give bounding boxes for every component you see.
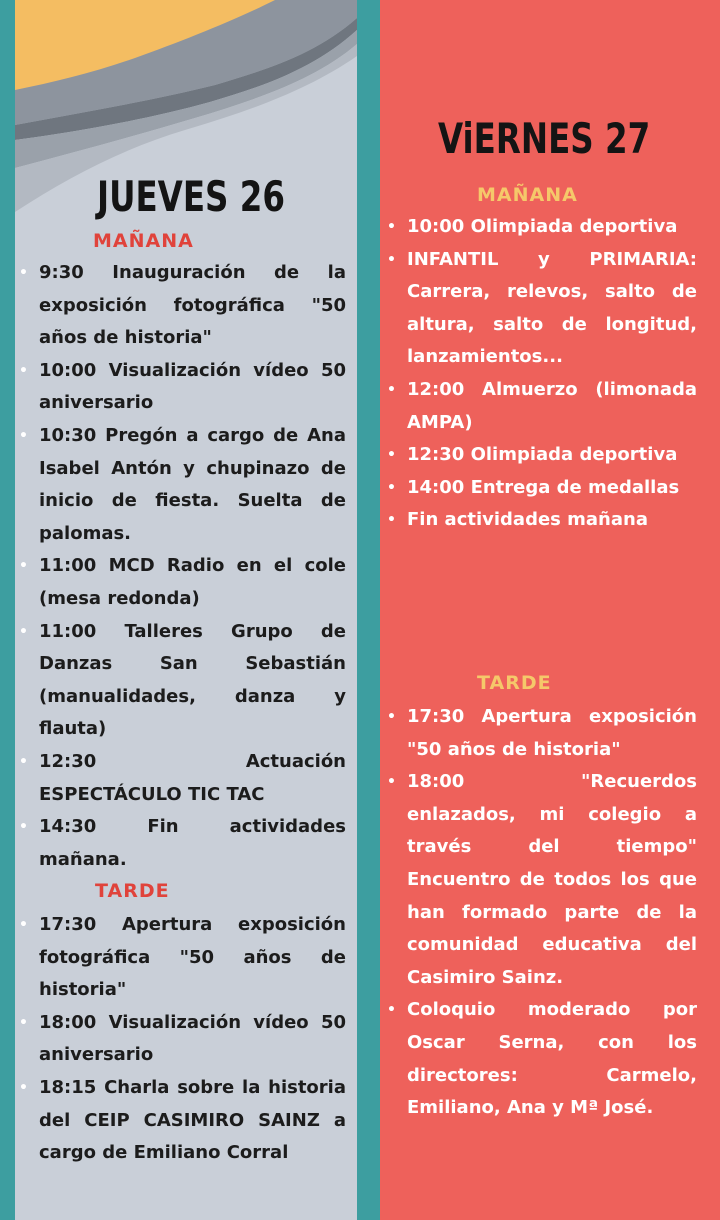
list-item: • 17:30 Apertura exposición "50 años de historia"	[407, 701, 697, 766]
thursday-morning-list	[39, 257, 346, 876]
list-item: • 11:00 MCD Radio en el cole (mesa redonda)	[39, 550, 346, 615]
list-item: • 18:00 "Recuerdos enlazados, mi colegio a través del tiempo" Encuentro de todos los que han formado parte de la comunidad educativa del Casimiro Sainz.	[407, 766, 697, 994]
friday-morning-label: MAÑANA	[477, 184, 578, 206]
thursday-title: JUEVES 26	[97, 172, 285, 221]
thursday-panel	[15, 0, 357, 1220]
friday-panel	[380, 0, 720, 1220]
list-item: • 17:30 Apertura exposición fotográfica "50 años de historia"	[39, 909, 346, 1007]
list-item: • 14:30 Fin actividades mañana.	[39, 811, 346, 876]
list-item: • Fin actividades mañana	[407, 504, 697, 537]
list-item: • 14:00 Entrega de medallas	[407, 472, 697, 505]
thursday-morning-label: MAÑANA	[93, 230, 194, 252]
list-item: • 12:30 Olimpiada deportiva	[407, 439, 697, 472]
list-item: • 10:00 Olimpiada deportiva	[407, 211, 697, 244]
list-item: • 9:30 Inauguración de la exposición fotográfica "50 años de historia"	[39, 257, 346, 355]
list-item: • 12:30 Actuación ESPECTÁCULO TIC TAC	[39, 746, 346, 811]
list-item: • 18:00 Visualización vídeo 50 aniversario	[39, 1007, 346, 1072]
list-item: • 12:00 Almuerzo (limonada AMPA)	[407, 374, 697, 439]
list-item: • 10:30 Pregón a cargo de Ana Isabel Antón y chupinazo de inicio de fiesta. Suelta de palomas.	[39, 420, 346, 550]
thursday-afternoon-label: TARDE	[95, 880, 170, 902]
list-item: • Coloquio moderado por Oscar Serna, con los directores: Carmelo, Emiliano, Ana y Mª José.	[407, 994, 697, 1124]
friday-afternoon-label: TARDE	[477, 672, 552, 694]
friday-afternoon-list	[407, 701, 697, 1125]
list-item: • 10:00 Visualización vídeo 50 aniversario	[39, 355, 346, 420]
friday-title: ViERNES 27	[438, 114, 651, 163]
friday-morning-list	[407, 211, 697, 537]
list-item: • INFANTIL y PRIMARIA: Carrera, relevos, salto de altura, salto de longitud, lanzamientos...	[407, 244, 697, 374]
thursday-afternoon-list	[39, 909, 346, 1170]
list-item: • 18:15 Charla sobre la historia del CEIP CASIMIRO SAINZ a cargo de Emiliano Corral	[39, 1072, 346, 1170]
list-item: • 11:00 Talleres Grupo de Danzas San Sebastián (manualidades, danza y flauta)	[39, 616, 346, 746]
